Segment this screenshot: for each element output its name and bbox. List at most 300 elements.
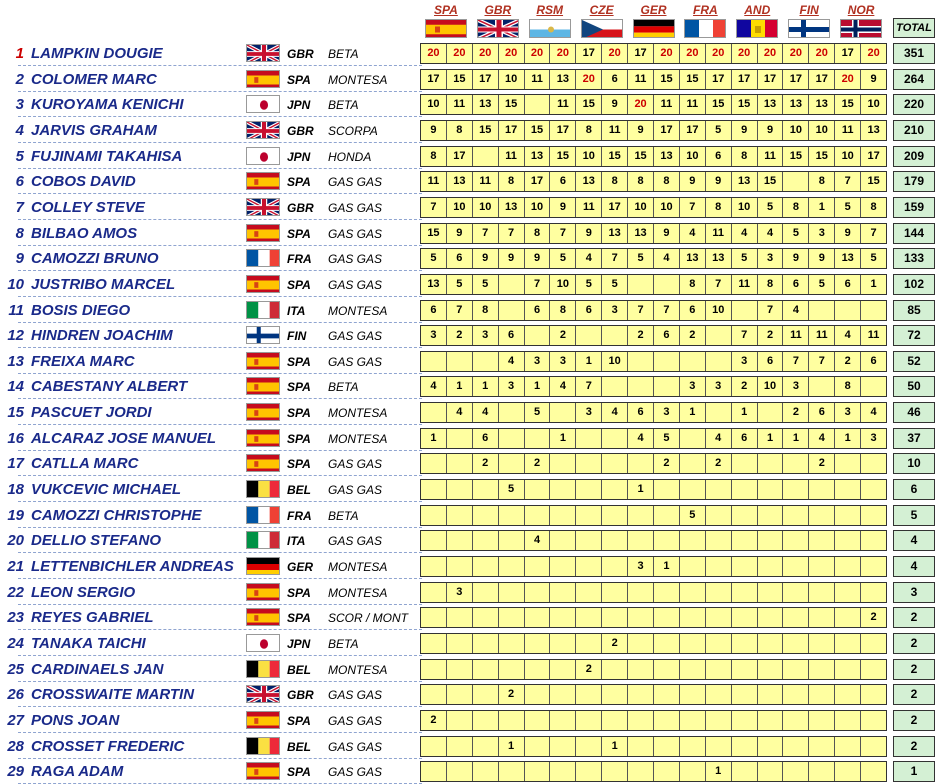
rider-nationality: SPA xyxy=(287,354,311,369)
score-cell: 3 xyxy=(706,377,732,396)
score-cell xyxy=(550,737,576,756)
belgium-flag-icon xyxy=(246,660,280,678)
rider-total: 2 xyxy=(893,684,935,705)
score-cell xyxy=(499,531,525,550)
score-cell xyxy=(758,660,784,679)
score-cell: 5 xyxy=(870,252,877,265)
score-cell xyxy=(783,711,809,730)
score-cell xyxy=(602,685,628,704)
rider-rank: 9 xyxy=(15,250,24,268)
rider-nationality: JPN xyxy=(287,149,311,164)
score-cell: 6 xyxy=(706,147,732,166)
score-cell: 20 xyxy=(758,44,784,63)
event-code-gbr[interactable]: GBR xyxy=(484,3,512,17)
rider-rank: 13 xyxy=(7,352,24,370)
rider-bike: BETA xyxy=(328,47,359,61)
score-cell: 5 xyxy=(758,198,784,217)
france-flag-icon xyxy=(684,19,726,38)
score-cell: 5 xyxy=(732,249,758,268)
score-cell xyxy=(680,660,706,679)
score-cell xyxy=(861,531,886,550)
score-cell xyxy=(525,557,551,576)
rider-nationality: SPA xyxy=(287,226,311,241)
rider-name[interactable]: JUSTRIBO MARCEL xyxy=(31,275,176,293)
rider-row xyxy=(0,195,940,220)
rider-total: 159 xyxy=(893,197,935,218)
score-cell: 9 xyxy=(835,224,861,243)
score-cell xyxy=(861,762,886,781)
score-cell: 13 xyxy=(835,249,861,268)
rider-total: 102 xyxy=(893,274,935,295)
rider-name[interactable]: CABESTANY ALBERT xyxy=(31,378,188,396)
rider-total: 2 xyxy=(893,659,935,680)
score-cell: 11 xyxy=(758,147,784,166)
event-code-spa[interactable]: SPA xyxy=(434,3,458,17)
rider-row xyxy=(0,298,940,323)
rider-rank: 21 xyxy=(7,558,24,575)
score-cell xyxy=(732,506,758,525)
rider-total: 1 xyxy=(893,761,935,782)
score-cell xyxy=(628,762,654,781)
score-cell xyxy=(576,326,602,345)
score-cell: 11 xyxy=(654,95,680,114)
event-code-nor[interactable]: NOR xyxy=(847,3,875,17)
score-cells xyxy=(420,274,887,295)
score-cell: 7 xyxy=(835,172,861,191)
rider-total: 144 xyxy=(893,223,935,244)
rider-rank: 1 xyxy=(15,45,24,62)
score-cell: 8 xyxy=(680,275,706,294)
score-cell xyxy=(473,685,499,704)
rider-name[interactable]: REYES GABRIEL xyxy=(31,609,154,627)
score-cell: 20 xyxy=(602,44,628,63)
score-cell: 17 xyxy=(654,121,680,140)
score-cell xyxy=(680,531,706,550)
score-cell: 11 xyxy=(473,172,499,191)
score-cell: 7 xyxy=(654,301,680,320)
rider-name[interactable]: ALCARAZ JOSE MANUEL xyxy=(31,429,217,447)
score-cell xyxy=(576,762,602,781)
rider-name[interactable]: TANAKA TAICHI xyxy=(31,634,146,652)
score-cell: 4 xyxy=(706,429,732,448)
score-cell: 1 xyxy=(576,352,602,371)
score-cell xyxy=(499,583,525,602)
score-cell: 4 xyxy=(499,352,525,371)
score-cell: 1 xyxy=(870,277,877,290)
score-cell: 7 xyxy=(447,301,473,320)
rider-total: 351 xyxy=(893,43,935,64)
rider-row xyxy=(0,451,940,476)
rider-name[interactable]: CAMOZZI CHRISTOPHE xyxy=(31,506,202,524)
score-cell: 15 xyxy=(421,224,447,243)
score-cell: 15 xyxy=(550,147,576,166)
score-cells xyxy=(420,197,887,218)
score-cell xyxy=(706,531,732,550)
score-cell xyxy=(680,634,706,653)
rider-total: 6 xyxy=(893,479,935,500)
rider-total: 3 xyxy=(893,582,935,603)
score-cell: 10 xyxy=(867,98,880,111)
score-cell xyxy=(732,557,758,576)
score-cell: 8 xyxy=(602,172,628,191)
score-cell: 15 xyxy=(732,95,758,114)
score-cell: 10 xyxy=(602,352,628,371)
score-cell xyxy=(835,531,861,550)
score-cell xyxy=(550,608,576,627)
score-cell xyxy=(447,685,473,704)
rider-name[interactable]: CARDINAELS JAN xyxy=(31,660,164,678)
score-cell xyxy=(783,172,809,191)
score-cell xyxy=(732,480,758,499)
score-cell: 5 xyxy=(628,249,654,268)
score-cell xyxy=(654,506,680,525)
score-cell xyxy=(835,737,861,756)
score-cell: 20 xyxy=(809,44,835,63)
score-cell: 3 xyxy=(576,403,602,422)
score-cell: 20 xyxy=(421,44,447,63)
score-cell: 11 xyxy=(706,224,732,243)
score-cell xyxy=(861,557,886,576)
score-cells xyxy=(420,223,887,244)
score-cell: 2 xyxy=(870,611,877,624)
rider-rank: 29 xyxy=(7,763,24,781)
rider-row xyxy=(0,169,940,194)
score-cell: 6 xyxy=(525,301,551,320)
rider-bike: SCORPA xyxy=(328,123,378,138)
rider-bike: GAS GAS xyxy=(328,765,383,780)
score-cell xyxy=(680,608,706,627)
score-cells xyxy=(420,325,887,346)
score-cells xyxy=(420,376,887,397)
score-cell xyxy=(473,737,499,756)
score-cell: 13 xyxy=(809,95,835,114)
score-cell: 7 xyxy=(473,224,499,243)
score-cell xyxy=(473,147,499,166)
score-cell xyxy=(602,762,628,781)
rider-rank: 23 xyxy=(7,609,24,627)
rider-name[interactable]: CAMOZZI BRUNO xyxy=(31,250,159,268)
event-code-cze[interactable]: CZE xyxy=(589,3,614,17)
rider-rank: 2 xyxy=(15,70,24,88)
score-cell xyxy=(654,660,680,679)
rider-name[interactable]: CROSSWAITE MARTIN xyxy=(31,686,195,704)
score-cell: 10 xyxy=(783,121,809,140)
rider-name[interactable]: HINDREN JOACHIM xyxy=(31,327,173,345)
score-cell xyxy=(499,660,525,679)
score-cell: 7 xyxy=(525,275,551,294)
score-cell xyxy=(447,634,473,653)
rider-row xyxy=(0,657,940,682)
score-cell xyxy=(602,583,628,602)
score-cell: 6 xyxy=(809,403,835,422)
rider-name[interactable]: COBOS DAVID xyxy=(31,173,136,191)
score-cell xyxy=(421,737,447,756)
score-cell xyxy=(602,531,628,550)
score-cell: 15 xyxy=(602,147,628,166)
score-cell xyxy=(758,583,784,602)
rider-row xyxy=(0,734,940,759)
score-cell xyxy=(473,583,499,602)
score-cell: 1 xyxy=(783,429,809,448)
score-cell: 17 xyxy=(680,121,706,140)
score-cells xyxy=(420,453,887,474)
score-cells xyxy=(420,607,887,628)
score-cell xyxy=(576,583,602,602)
event-code-ger[interactable]: GER xyxy=(640,3,667,17)
rider-name[interactable]: KUROYAMA KENICHI xyxy=(31,96,184,114)
score-cell: 8 xyxy=(499,172,525,191)
score-cell: 10 xyxy=(732,198,758,217)
score-cell xyxy=(654,275,680,294)
rider-row xyxy=(0,272,940,297)
score-cell xyxy=(861,737,886,756)
score-cell: 5 xyxy=(654,429,680,448)
score-cell xyxy=(525,506,551,525)
score-cell: 8 xyxy=(447,121,473,140)
rider-name[interactable]: COLOMER MARC xyxy=(31,70,157,88)
score-cell xyxy=(732,608,758,627)
score-cell xyxy=(680,454,706,473)
score-cell: 1 xyxy=(654,557,680,576)
score-cell: 6 xyxy=(421,301,447,320)
score-cell: 17 xyxy=(706,70,732,89)
score-cell xyxy=(783,506,809,525)
rider-row xyxy=(0,682,940,707)
spain-flag-icon xyxy=(246,583,280,601)
score-cell xyxy=(499,608,525,627)
rider-name[interactable]: LAMPKIN DOUGIE xyxy=(31,45,163,62)
score-cell: 6 xyxy=(602,70,628,89)
score-cell xyxy=(499,634,525,653)
rider-row xyxy=(0,554,940,579)
score-cell xyxy=(758,634,784,653)
rider-name[interactable]: FREIXA MARC xyxy=(31,352,135,370)
rider-nationality: SPA xyxy=(287,175,311,190)
score-cell xyxy=(628,711,654,730)
score-cell: 7 xyxy=(421,198,447,217)
germany-flag-icon xyxy=(246,557,280,575)
score-cells xyxy=(420,582,887,603)
score-cell: 15 xyxy=(867,175,880,188)
score-cell xyxy=(628,660,654,679)
spain-flag-icon xyxy=(246,70,280,88)
score-cell xyxy=(473,531,499,550)
score-cell: 15 xyxy=(628,147,654,166)
score-cell: 17 xyxy=(550,121,576,140)
score-cell xyxy=(783,454,809,473)
san-marino-flag-icon xyxy=(529,19,571,38)
score-cell: 15 xyxy=(576,95,602,114)
score-cell: 5 xyxy=(783,224,809,243)
score-cell: 13 xyxy=(525,147,551,166)
score-cell xyxy=(732,660,758,679)
event-code-fin[interactable]: FIN xyxy=(799,3,819,17)
rider-bike: MONTESA xyxy=(328,662,388,677)
spain-flag-icon xyxy=(246,711,280,729)
score-cell: 9 xyxy=(870,72,877,85)
score-cell: 7 xyxy=(809,352,835,371)
score-cell xyxy=(576,429,602,448)
rider-bike: BETA xyxy=(328,508,359,523)
rider-name[interactable]: COLLEY STEVE xyxy=(31,198,145,216)
rider-name[interactable]: LEON SERGIO xyxy=(31,583,136,601)
score-cell: 10 xyxy=(499,70,525,89)
score-cell: 4 xyxy=(421,377,447,396)
score-cell: 20 xyxy=(732,44,758,63)
score-cell xyxy=(550,403,576,422)
rider-name[interactable]: BOSIS DIEGO xyxy=(31,301,131,319)
score-cell xyxy=(706,608,732,627)
score-cell xyxy=(706,557,732,576)
score-cell xyxy=(706,480,732,499)
score-cell xyxy=(602,660,628,679)
score-cell: 2 xyxy=(654,454,680,473)
score-cell: 20 xyxy=(654,44,680,63)
japan-flag-icon xyxy=(246,634,280,652)
score-cell xyxy=(809,762,835,781)
score-cell: 8 xyxy=(628,172,654,191)
score-cell xyxy=(628,583,654,602)
score-cell: 15 xyxy=(654,70,680,89)
rider-bike: MONTESA xyxy=(328,560,388,574)
rider-name[interactable]: CROSSET FREDERIC xyxy=(31,737,185,755)
rider-row xyxy=(0,67,940,92)
score-cell xyxy=(706,403,732,422)
score-cell xyxy=(680,352,706,371)
score-cell xyxy=(499,711,525,730)
score-cell: 10 xyxy=(550,275,576,294)
score-cell xyxy=(525,95,551,114)
rider-nationality: JPN xyxy=(287,636,311,651)
score-cell: 5 xyxy=(576,275,602,294)
score-cell xyxy=(835,711,861,730)
rider-bike: MONTESA xyxy=(328,406,388,421)
rider-bike: MONTESA xyxy=(328,585,388,600)
score-cell: 10 xyxy=(576,147,602,166)
score-cell: 10 xyxy=(473,198,499,217)
rider-nationality: SPA xyxy=(287,713,311,728)
rider-total: 2 xyxy=(893,736,935,757)
rider-name[interactable]: CATLLA MARC xyxy=(31,455,139,473)
score-cell xyxy=(550,557,576,576)
score-cell: 8 xyxy=(870,200,877,213)
event-code-fra[interactable]: FRA xyxy=(693,3,718,17)
rider-nationality: BEL xyxy=(287,483,311,498)
score-cell xyxy=(680,480,706,499)
rider-rank: 27 xyxy=(7,711,24,729)
score-cell: 7 xyxy=(680,198,706,217)
rider-name[interactable]: FUJINAMI TAKAHISA xyxy=(31,147,183,165)
score-cell: 1 xyxy=(550,429,576,448)
total-header: TOTAL xyxy=(893,18,935,38)
rider-nationality: SPA xyxy=(287,277,311,292)
score-cell: 9 xyxy=(447,224,473,243)
score-cell: 3 xyxy=(473,326,499,345)
rider-name[interactable]: PASCUET JORDI xyxy=(31,404,152,422)
score-cell xyxy=(525,326,551,345)
score-cell xyxy=(602,608,628,627)
score-cell: 15 xyxy=(525,121,551,140)
score-cell xyxy=(447,352,473,371)
score-cell: 20 xyxy=(576,70,602,89)
score-cell: 3 xyxy=(870,431,877,444)
score-cell xyxy=(576,634,602,653)
score-cell xyxy=(473,480,499,499)
score-cell: 2 xyxy=(525,454,551,473)
score-cell: 6 xyxy=(499,326,525,345)
rider-total: 2 xyxy=(893,607,935,628)
score-cell xyxy=(758,403,784,422)
rider-rank: 8 xyxy=(15,224,24,242)
rider-name[interactable]: PONS JOAN xyxy=(31,711,120,729)
score-cell xyxy=(447,762,473,781)
event-code-and[interactable]: AND xyxy=(744,3,771,17)
rider-name[interactable]: LETTENBICHLER ANDREAS xyxy=(31,558,234,575)
score-cell: 4 xyxy=(447,403,473,422)
score-cell: 1 xyxy=(525,377,551,396)
score-cell: 10 xyxy=(654,198,680,217)
score-cell xyxy=(576,557,602,576)
score-cell: 7 xyxy=(628,301,654,320)
rider-name[interactable]: BILBAO AMOS xyxy=(31,224,138,242)
rider-rank: 3 xyxy=(15,96,24,114)
rider-name[interactable]: RAGA ADAM xyxy=(31,763,124,781)
score-cell: 13 xyxy=(473,95,499,114)
spain-flag-icon xyxy=(246,403,280,421)
score-cells xyxy=(420,248,887,269)
event-code-rsm[interactable]: RSM xyxy=(536,3,564,17)
score-cell xyxy=(576,454,602,473)
france-flag-icon xyxy=(246,506,280,524)
rider-name[interactable]: JARVIS GRAHAM xyxy=(31,121,157,139)
rider-name[interactable]: VUKCEVIC MICHAEL xyxy=(31,481,182,499)
score-cell: 20 xyxy=(499,44,525,63)
score-cell xyxy=(732,531,758,550)
score-cell xyxy=(447,454,473,473)
rider-nationality: SPA xyxy=(287,585,311,600)
score-cell: 3 xyxy=(602,301,628,320)
score-cell: 2 xyxy=(732,377,758,396)
score-cell: 20 xyxy=(835,70,861,89)
score-cell xyxy=(550,762,576,781)
rider-bike: GAS GAS xyxy=(328,713,383,728)
score-cell: 8 xyxy=(525,224,551,243)
score-cell: 10 xyxy=(525,198,551,217)
score-cell: 20 xyxy=(628,95,654,114)
rider-total: 46 xyxy=(893,402,935,423)
score-cell: 5 xyxy=(835,198,861,217)
rider-nationality: FRA xyxy=(287,252,312,267)
spain-flag-icon xyxy=(246,429,280,447)
score-cell xyxy=(525,711,551,730)
rider-nationality: JPN xyxy=(287,98,311,113)
score-cell: 17 xyxy=(576,44,602,63)
score-cell: 9 xyxy=(550,198,576,217)
score-cell: 7 xyxy=(576,377,602,396)
score-cell: 20 xyxy=(783,44,809,63)
score-cell: 9 xyxy=(809,249,835,268)
score-cell xyxy=(602,557,628,576)
score-cell xyxy=(783,480,809,499)
score-cell: 1 xyxy=(706,762,732,781)
score-cell: 2 xyxy=(783,403,809,422)
rider-total: 72 xyxy=(893,325,935,346)
score-cell xyxy=(758,506,784,525)
rider-bike: GAS GAS xyxy=(328,534,383,549)
score-cell: 20 xyxy=(706,44,732,63)
japan-flag-icon xyxy=(246,147,280,165)
rider-name[interactable]: DELLIO STEFANO xyxy=(31,532,162,550)
